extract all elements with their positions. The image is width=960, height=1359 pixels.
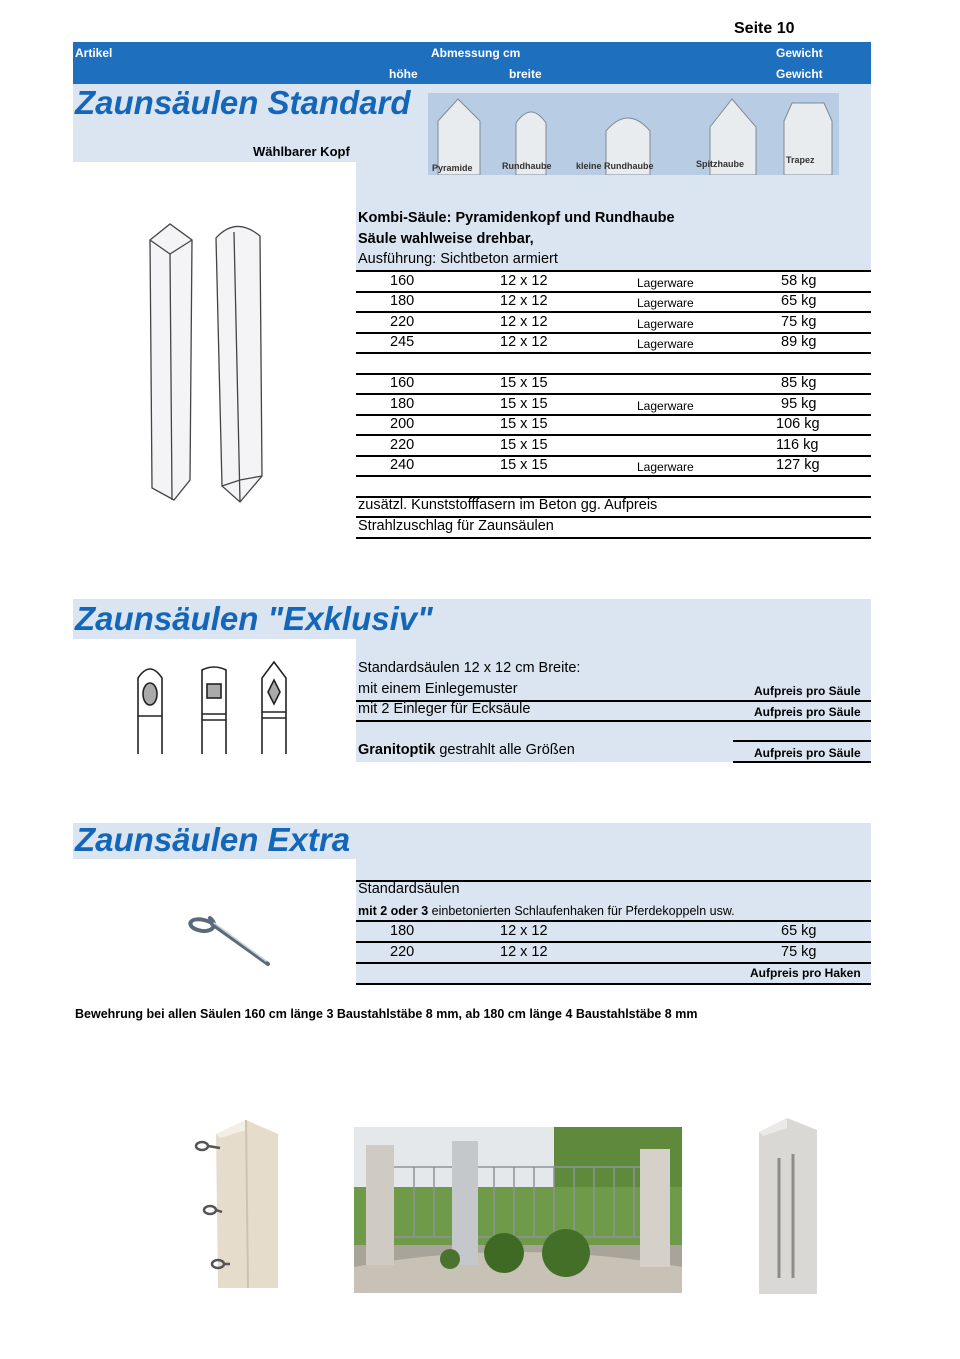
extra-line-2-bold: mit 2 oder 3 (358, 904, 429, 918)
table-header (73, 42, 871, 84)
row-size: 15 x 15 (500, 416, 548, 432)
row-size: 15 x 15 (500, 437, 548, 453)
blast-surcharge-text: Strahlzuschlag für Zaunsäulen (358, 518, 554, 534)
table-row (356, 415, 871, 435)
row-stock: Lagerware (637, 399, 694, 413)
exklusiv-post-photo (757, 1118, 819, 1294)
row-stock: Lagerware (637, 276, 694, 290)
table-row (356, 374, 871, 394)
standard-desc-3: Ausführung: Sichtbeton armiert (358, 251, 558, 267)
row-stock: Lagerware (637, 296, 694, 310)
row-height: 220 (390, 944, 415, 960)
row-stock: Lagerware (637, 317, 694, 331)
aufpreis-haken-label: Aufpreis pro Haken (750, 966, 861, 980)
head-label-trapez: Trapez (786, 155, 815, 165)
standard-desc-2: Säule wahlweise drehbar, (358, 231, 534, 247)
waehlbarer-kopf-label: Wählbarer Kopf (253, 144, 350, 159)
aufpreis-label: Aufpreis pro Säule (754, 684, 861, 698)
row-height: 240 (390, 457, 415, 473)
standard-title: Zaunsäulen Standard (75, 84, 411, 121)
head-label-rundhaube: Rundhaube (502, 161, 552, 171)
granitoptik-rest: gestrahlt alle Größen (435, 742, 575, 758)
exklusiv-line-2: mit einem Einlegemuster (358, 681, 518, 697)
header-artikel: Artikel (75, 46, 113, 60)
row-height: 180 (390, 923, 415, 939)
aufpreis-label: Aufpreis pro Säule (754, 705, 861, 719)
row-stock: Lagerware (637, 460, 694, 474)
row-size: 12 x 12 (500, 314, 548, 330)
row-height: 160 (390, 273, 415, 289)
header-gewicht: Gewicht (776, 46, 823, 60)
row-height: 180 (390, 396, 415, 412)
row-weight: 75 kg (781, 944, 817, 960)
granitoptik-text (358, 742, 575, 758)
header-hoehe: höhe (389, 67, 418, 81)
extra-title: Zaunsäulen Extra (75, 821, 351, 858)
row-height: 220 (390, 314, 415, 330)
page-number: Seite 10 (734, 20, 795, 37)
row-size: 15 x 15 (500, 375, 548, 391)
row-weight: 116 kg (776, 437, 819, 453)
table-row (356, 272, 871, 292)
table-row (356, 922, 871, 942)
exklusiv-line-1: Standardsäulen 12 x 12 cm Breite: (358, 660, 581, 676)
row-height: 180 (390, 293, 415, 309)
kombi-post-drawing (140, 218, 280, 508)
row-size: 15 x 15 (500, 396, 548, 412)
head-label-kleine-rundhaube: kleine Rundhaube (576, 161, 654, 171)
row-weight: 65 kg (781, 293, 817, 309)
row-height: 160 (390, 375, 415, 391)
table-row (356, 292, 871, 312)
exklusiv-line-3: mit 2 Einleger für Ecksäule (358, 701, 531, 717)
row-height: 245 (390, 334, 415, 350)
row-weight: 85 kg (781, 375, 817, 391)
row-size: 12 x 12 (500, 923, 548, 939)
row-height: 220 (390, 437, 415, 453)
row-weight: 89 kg (781, 334, 817, 350)
exklusiv-title: Zaunsäulen "Exklusiv" (75, 600, 433, 637)
extra-line-2-rest: einbetonierten Schlaufenhaken für Pferdekoppeln usw. (428, 904, 735, 918)
row-weight: 65 kg (781, 923, 817, 939)
exklusiv-posts-drawing (130, 656, 300, 756)
row-height: 200 (390, 416, 415, 432)
row-weight: 106 kg (776, 416, 820, 432)
row-weight: 95 kg (781, 396, 817, 412)
row-size: 12 x 12 (500, 293, 548, 309)
fence-garden-photo (354, 1127, 682, 1293)
aufpreis-label: Aufpreis pro Säule (754, 746, 861, 760)
row-weight: 127 kg (776, 457, 820, 473)
head-label-spitzhaube: Spitzhaube (696, 159, 745, 169)
row-size: 12 x 12 (500, 334, 548, 350)
header-abmessung: Abmessung cm (431, 46, 521, 60)
table-row (356, 395, 871, 415)
table-row (356, 456, 871, 476)
reinforcement-note: Bewehrung bei allen Säulen 160 cm länge 3 Baustahlstäbe 8 mm, ab 180 cm länge 4 Baustahlstäbe 8 mm (75, 1007, 698, 1021)
table-row (356, 313, 871, 333)
extra-line-1: Standardsäulen (358, 881, 460, 897)
row-size: 12 x 12 (500, 944, 548, 960)
row-size: 12 x 12 (500, 273, 548, 289)
header-gewicht-2: Gewicht (776, 67, 823, 81)
standard-desc-1: Kombi-Säule: Pyramidenkopf und Rundhaube (358, 210, 675, 226)
extra-fibers-text: zusätzl. Kunststofffasern im Beton gg. Aufpreis (358, 497, 658, 513)
table-row (356, 943, 871, 963)
row-stock: Lagerware (637, 337, 694, 351)
row-weight: 75 kg (781, 314, 817, 330)
table-row (356, 333, 871, 353)
row-weight: 58 kg (781, 273, 817, 289)
header-breite: breite (509, 67, 542, 81)
head-types-image (428, 93, 839, 175)
post-with-hooks-photo (190, 1118, 280, 1288)
head-label-pyramide: Pyramide (432, 163, 473, 173)
granitoptik-bold: Granitoptik (358, 742, 436, 758)
row-size: 15 x 15 (500, 457, 548, 473)
table-row (356, 436, 871, 456)
hook-image (180, 904, 275, 970)
extra-line-2 (358, 904, 735, 918)
